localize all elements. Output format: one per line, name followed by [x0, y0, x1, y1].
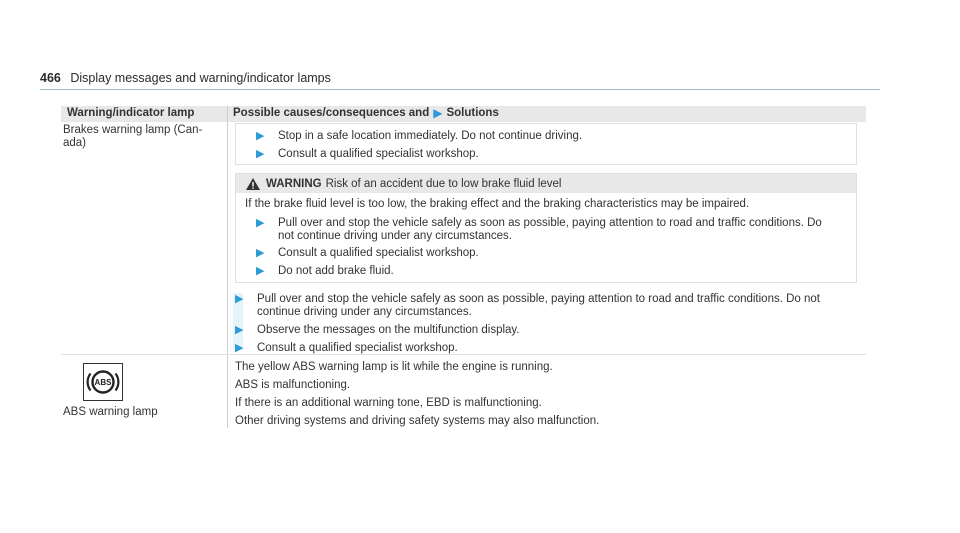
header-rule: [40, 89, 880, 90]
col2-header-text: Possible causes/consequences and: [233, 107, 430, 119]
list-item: ▶ Pull over and stop the vehicle safely as soon as possible, paying attention to road and traffic conditions. Do not continue driving under any circumstances.: [256, 217, 822, 242]
warning-intro: If the brake fluid level is too low, the braking effect and the braking characteristics may be impaired.: [245, 198, 750, 210]
description-line: Other driving systems and driving safety systems may also malfunction.: [235, 415, 600, 427]
arrow-right-icon: ▶: [256, 265, 265, 277]
list-item: ▶ Observe the messages on the multifunction display.: [235, 324, 520, 336]
arrow-right-icon: ▶: [235, 293, 244, 305]
arrow-right-icon: ▶: [256, 247, 265, 259]
col2-header: [233, 107, 499, 119]
arrow-right-icon: ▶: [256, 148, 265, 160]
warning-box: [235, 173, 857, 283]
brakes-lamp-label: [63, 124, 213, 150]
page-header: [40, 71, 870, 85]
description-line: If there is an additional warning tone, EBD is malfunctioning.: [235, 397, 542, 409]
list-item: ▶ Stop in a safe location immediately. Do not continue driving.: [256, 130, 583, 142]
list-item: ▶ Consult a qualified specialist workshop.: [256, 148, 479, 160]
svg-text:ABS: ABS: [94, 378, 112, 388]
lamp-label-line: ada): [63, 137, 87, 149]
page-number: 466: [40, 71, 61, 85]
lamp-label-line: Brakes warning lamp (Can-: [63, 124, 203, 136]
warning-label: WARNING: [266, 177, 322, 190]
list-item: ▶ Do not add brake fluid.: [256, 265, 394, 277]
abs-lamp-label: ABS warning lamp: [63, 406, 158, 418]
table-header: [61, 106, 866, 122]
warning-triangle-icon: [246, 178, 260, 190]
arrow-right-icon: ▶: [433, 106, 443, 120]
arrow-right-icon: ▶: [235, 342, 244, 354]
column-divider: [227, 106, 228, 428]
col2-header-suffix: Solutions: [446, 107, 499, 119]
steps-box: [235, 123, 857, 165]
arrow-right-icon: ▶: [235, 324, 244, 336]
warning-title: Risk of an accident due to low brake fluid level: [325, 177, 562, 190]
list-item: ▶ Consult a qualified specialist workshop.: [256, 247, 479, 259]
arrow-right-icon: ▶: [256, 130, 265, 142]
arrow-right-icon: ▶: [256, 217, 265, 229]
abs-description: [235, 359, 855, 431]
description-line: ABS is malfunctioning.: [235, 379, 351, 391]
page-header-title: Display messages and warning/indicator lamps: [70, 71, 331, 85]
list-item: ▶ Pull over and stop the vehicle safely as soon as possible, paying attention to road and traffic conditions. Do not continue driving under any circumstances.: [235, 293, 820, 318]
list-item: ▶ Consult a qualified specialist workshop.: [235, 342, 458, 354]
description-line: The yellow ABS warning lamp is lit while the engine is running.: [235, 361, 553, 373]
warning-header: [236, 174, 856, 193]
row-divider: [61, 354, 866, 355]
col1-header: Warning/indicator lamp: [67, 107, 195, 119]
abs-lamp-icon: [83, 363, 123, 401]
